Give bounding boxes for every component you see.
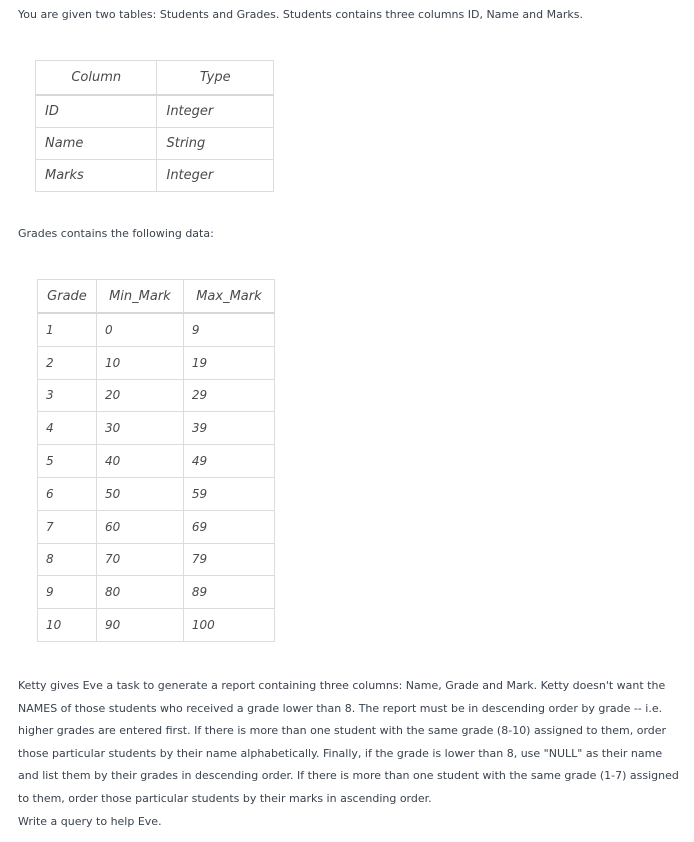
table-cell: 5	[38, 445, 97, 478]
table-cell: 49	[183, 445, 274, 478]
table-row	[38, 510, 275, 543]
table-cell: Marks	[36, 160, 157, 192]
task-description: Ketty gives Eve a task to generate a report containing three columns: Name, Grade and Mark. Ketty doesn't want the NAMES of those students who received a grade lower than 8. The report must be in descending order by grade -- i.e. higher grades are entered first. If there is more than one student with the same grade (8-10) assigned to them, order those particular students by their name alphabetically. Finally, if the grade is lower than 8, use "NULL" as their name and list them by their grades in descending order. If there is more than one student with the same grade (1-7) assigned to them, order those particular students by their marks in ascending order.	[18, 679, 679, 805]
table-cell: 100	[183, 609, 274, 642]
table-cell: 2	[38, 346, 97, 379]
table-cell: 1	[38, 313, 97, 346]
table-cell: 4	[38, 412, 97, 445]
table-row	[38, 445, 275, 478]
max-mark-header: Max_Mark	[183, 280, 274, 314]
table-cell: ID	[36, 95, 157, 128]
table-cell: 30	[96, 412, 183, 445]
table-row	[38, 346, 275, 379]
table-cell: 10	[38, 609, 97, 642]
column-header: Column	[36, 61, 157, 96]
table-row	[38, 313, 275, 346]
grades-table	[37, 279, 275, 642]
table-cell: 59	[183, 477, 274, 510]
table-cell: 29	[183, 379, 274, 412]
table-cell: Name	[36, 128, 157, 160]
grade-header: Grade	[38, 280, 97, 314]
table-row	[36, 95, 274, 128]
table-cell: 9	[183, 313, 274, 346]
intro-text: You are given two tables: Students and Grades. Students contains three columns ID, Name and Marks.	[18, 8, 583, 21]
table-row	[36, 160, 274, 192]
closing-text: Write a query to help Eve.	[18, 815, 162, 828]
table-row	[38, 576, 275, 609]
students-columns-table	[35, 60, 274, 192]
table-cell: 6	[38, 477, 97, 510]
table-cell: 80	[96, 576, 183, 609]
table-cell: 89	[183, 576, 274, 609]
table-cell: 7	[38, 510, 97, 543]
table-cell: 3	[38, 379, 97, 412]
table-row	[36, 128, 274, 160]
table-row	[38, 412, 275, 445]
table-row	[38, 609, 275, 642]
table-cell: 9	[38, 576, 97, 609]
table-cell: 60	[96, 510, 183, 543]
table-cell: 50	[96, 477, 183, 510]
table-cell: 19	[183, 346, 274, 379]
table-header-row	[38, 280, 275, 314]
min-mark-header: Min_Mark	[96, 280, 183, 314]
table-cell: 39	[183, 412, 274, 445]
table-cell: 0	[96, 313, 183, 346]
table-cell: 90	[96, 609, 183, 642]
type-header: Type	[157, 61, 274, 96]
table-cell: 8	[38, 543, 97, 576]
table-cell: String	[157, 128, 274, 160]
table-cell: Integer	[157, 160, 274, 192]
table-header-row	[36, 61, 274, 96]
table-cell: 10	[96, 346, 183, 379]
table-cell: 70	[96, 543, 183, 576]
table-row	[38, 543, 275, 576]
table-row	[38, 477, 275, 510]
table-row	[38, 379, 275, 412]
table-cell: Integer	[157, 95, 274, 128]
grades-intro-text: Grades contains the following data:	[18, 227, 214, 240]
table-cell: 79	[183, 543, 274, 576]
table-cell: 20	[96, 379, 183, 412]
table-cell: 69	[183, 510, 274, 543]
table-cell: 40	[96, 445, 183, 478]
